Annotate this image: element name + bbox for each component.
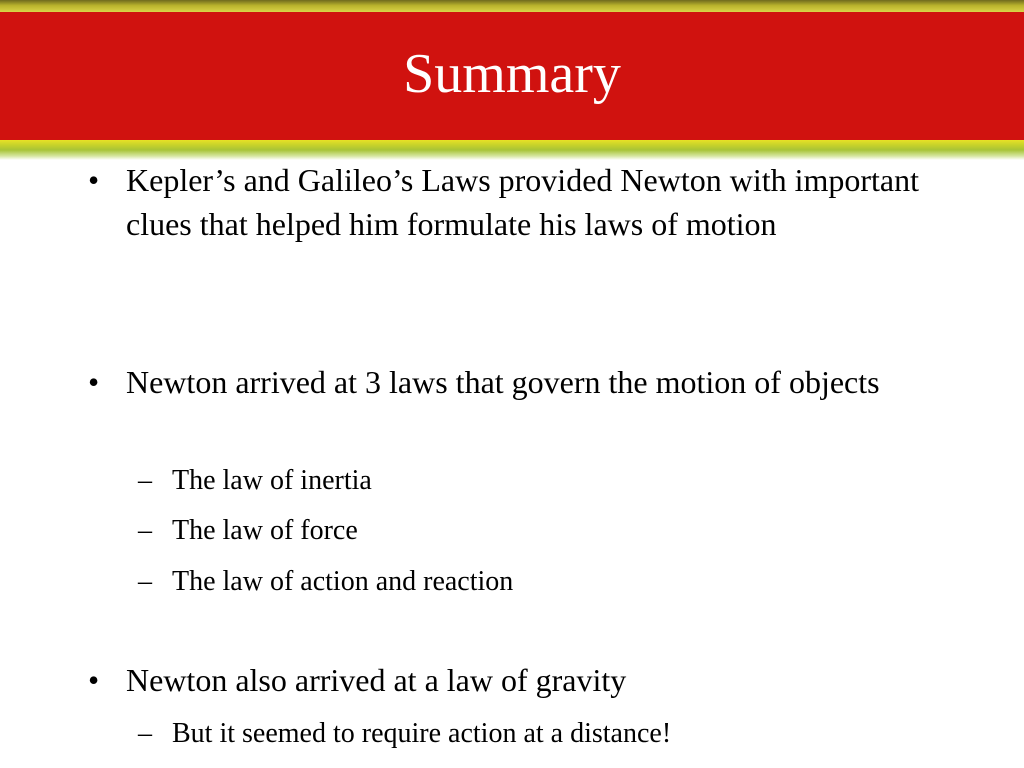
slide-title: Summary xyxy=(403,43,621,105)
sub-bullet-marker: – xyxy=(138,515,152,546)
bullet-3-text: Newton also arrived at a law of gravity xyxy=(126,662,627,698)
sub-bullet-marker: – xyxy=(138,718,152,749)
sub-bullet-force: The law of force xyxy=(172,515,358,546)
bullet-1-text: Kepler’s and Galileo’s Laws provided Newton with important clues that helped him formulate his laws of motion xyxy=(126,162,920,242)
sub-bullet-marker: – xyxy=(138,465,152,496)
bullet-marker: • xyxy=(88,662,100,698)
sub-bullet-inertia: The law of inertia xyxy=(172,465,372,496)
sub-bullet-action-distance: But it seemed to require action at a distance! xyxy=(172,718,672,749)
bullet-2-text: Newton arrived at 3 laws that govern the motion of objects xyxy=(126,364,880,400)
bullet-marker: • xyxy=(88,364,100,400)
sub-bullet-action-reaction: The law of action and reaction xyxy=(172,566,514,597)
bullet-marker: • xyxy=(88,162,100,198)
sub-bullet-marker: – xyxy=(138,566,152,597)
